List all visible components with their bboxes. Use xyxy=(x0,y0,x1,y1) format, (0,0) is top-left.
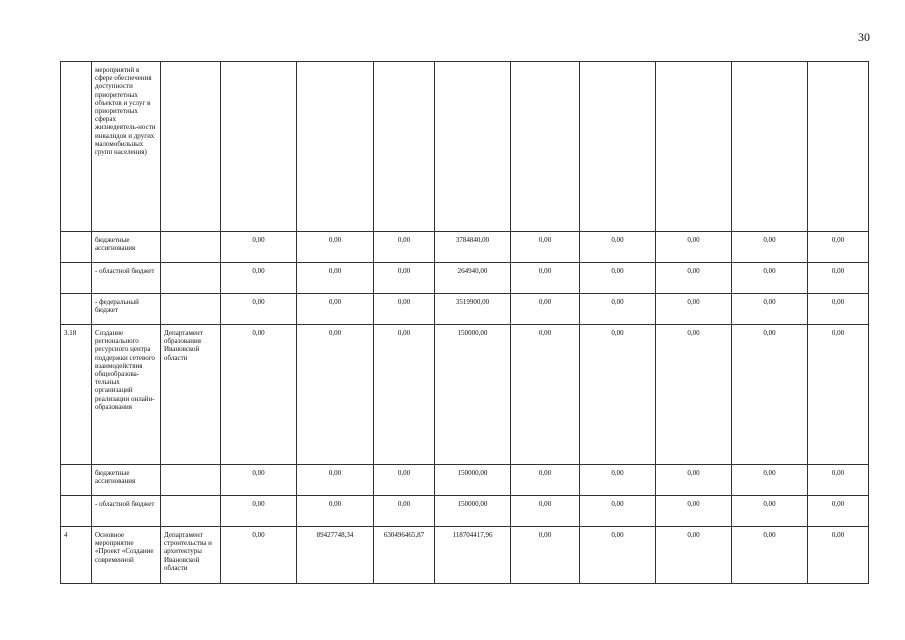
value-cell xyxy=(732,62,808,232)
activity-name-cell: бюджетные ассигнования xyxy=(92,465,161,496)
row-number-cell xyxy=(61,62,92,232)
activity-name-cell: мероприятий в сфере обеспечения доступности приоритетных объектов и услуг в приоритетных сферах жизнедеятель-ности инвалидов и других маломобильных групп населения) xyxy=(92,62,161,232)
row-number-cell: 4 xyxy=(61,527,92,584)
value-cell: 0,00 xyxy=(511,232,580,263)
value-cell: 0,00 xyxy=(511,496,580,527)
row-number-cell xyxy=(61,232,92,263)
row-number-cell: 3.18 xyxy=(61,325,92,465)
value-cell: 0,00 xyxy=(808,496,869,527)
value-cell: 89427748,34 xyxy=(297,527,374,584)
value-cell: 0,00 xyxy=(374,325,435,465)
value-cell: 0,00 xyxy=(732,294,808,325)
value-cell: 0,00 xyxy=(221,465,297,496)
value-cell: 0,00 xyxy=(732,263,808,294)
value-cell: 0,00 xyxy=(580,263,656,294)
value-cell: 0,00 xyxy=(511,294,580,325)
value-cell: 0,00 xyxy=(297,294,374,325)
value-cell: 0,00 xyxy=(580,325,656,465)
value-cell: 0,00 xyxy=(732,527,808,584)
table-row xyxy=(61,232,869,263)
value-cell: 0,00 xyxy=(580,294,656,325)
value-cell xyxy=(297,62,374,232)
value-cell: 0,00 xyxy=(511,527,580,584)
value-cell: 0,00 xyxy=(656,294,732,325)
table-row xyxy=(61,62,869,232)
value-cell: 0,00 xyxy=(732,325,808,465)
value-cell: 0,00 xyxy=(580,232,656,263)
executor-cell xyxy=(161,62,221,232)
value-cell: 0,00 xyxy=(221,232,297,263)
value-cell: 0,00 xyxy=(374,465,435,496)
value-cell: 0,00 xyxy=(374,294,435,325)
value-cell: 0,00 xyxy=(297,232,374,263)
value-cell xyxy=(435,62,511,232)
executor-cell xyxy=(161,232,221,263)
value-cell: 0,00 xyxy=(374,263,435,294)
budget-table xyxy=(60,61,869,584)
value-cell: 264940,00 xyxy=(435,263,511,294)
value-cell: 0,00 xyxy=(732,496,808,527)
executor-cell xyxy=(161,465,221,496)
activity-name-cell: - федеральный бюджет xyxy=(92,294,161,325)
value-cell xyxy=(511,62,580,232)
page-number: 30 xyxy=(858,30,870,44)
value-cell: 0,00 xyxy=(221,294,297,325)
value-cell: 0,00 xyxy=(374,496,435,527)
value-cell: 0,00 xyxy=(732,465,808,496)
value-cell: 0,00 xyxy=(297,263,374,294)
row-number-cell xyxy=(61,496,92,527)
value-cell xyxy=(656,62,732,232)
value-cell: 0,00 xyxy=(221,496,297,527)
value-cell: 0,00 xyxy=(656,325,732,465)
activity-name-cell: бюджетные ассигнования xyxy=(92,232,161,263)
value-cell xyxy=(808,62,869,232)
value-cell xyxy=(221,62,297,232)
value-cell: 0,00 xyxy=(580,496,656,527)
value-cell: 0,00 xyxy=(580,465,656,496)
value-cell: 0,00 xyxy=(656,496,732,527)
value-cell: 3784840,00 xyxy=(435,232,511,263)
value-cell: 0,00 xyxy=(511,465,580,496)
row-number-cell xyxy=(61,294,92,325)
value-cell: 0,00 xyxy=(808,263,869,294)
value-cell: 0,00 xyxy=(656,263,732,294)
value-cell: 0,00 xyxy=(297,496,374,527)
executor-cell: Департамент строительства и архитектуры Ивановской области xyxy=(161,527,221,584)
value-cell: 0,00 xyxy=(808,465,869,496)
table-row xyxy=(61,263,869,294)
activity-name-cell: Создание регионального ресурсного центра поддержки сетевого взаимодействия общеобразова-тельных организаций реализации онлайн-образования xyxy=(92,325,161,465)
value-cell: 0,00 xyxy=(580,527,656,584)
value-cell: 0,00 xyxy=(297,465,374,496)
value-cell xyxy=(374,62,435,232)
value-cell: 118704417,96 xyxy=(435,527,511,584)
value-cell: 0,00 xyxy=(374,232,435,263)
activity-name-cell: Основное мероприятие «Проект «Создание современной xyxy=(92,527,161,584)
value-cell: 0,00 xyxy=(221,527,297,584)
value-cell: 3519900,00 xyxy=(435,294,511,325)
value-cell: 0,00 xyxy=(221,263,297,294)
row-number-cell xyxy=(61,263,92,294)
table-row xyxy=(61,496,869,527)
value-cell: 150000,00 xyxy=(435,496,511,527)
table-body xyxy=(61,62,869,584)
value-cell: 0,00 xyxy=(656,465,732,496)
activity-name-cell: - областной бюджет xyxy=(92,263,161,294)
value-cell: 630496465,87 xyxy=(374,527,435,584)
value-cell: 0,00 xyxy=(511,325,580,465)
value-cell: 0,00 xyxy=(511,263,580,294)
executor-cell xyxy=(161,263,221,294)
executor-cell: Департамент образования Ивановской области xyxy=(161,325,221,465)
executor-cell xyxy=(161,496,221,527)
value-cell: 150000,00 xyxy=(435,325,511,465)
table-row xyxy=(61,325,869,465)
value-cell: 0,00 xyxy=(656,527,732,584)
value-cell: 0,00 xyxy=(656,232,732,263)
value-cell: 0,00 xyxy=(808,232,869,263)
table-row xyxy=(61,527,869,584)
activity-name-cell: - областной бюджет xyxy=(92,496,161,527)
value-cell: 0,00 xyxy=(808,325,869,465)
value-cell: 0,00 xyxy=(808,527,869,584)
value-cell xyxy=(580,62,656,232)
value-cell: 0,00 xyxy=(732,232,808,263)
executor-cell xyxy=(161,294,221,325)
value-cell: 150000,00 xyxy=(435,465,511,496)
value-cell: 0,00 xyxy=(221,325,297,465)
value-cell: 0,00 xyxy=(297,325,374,465)
table-row xyxy=(61,465,869,496)
table-row xyxy=(61,294,869,325)
row-number-cell xyxy=(61,465,92,496)
value-cell: 0,00 xyxy=(808,294,869,325)
